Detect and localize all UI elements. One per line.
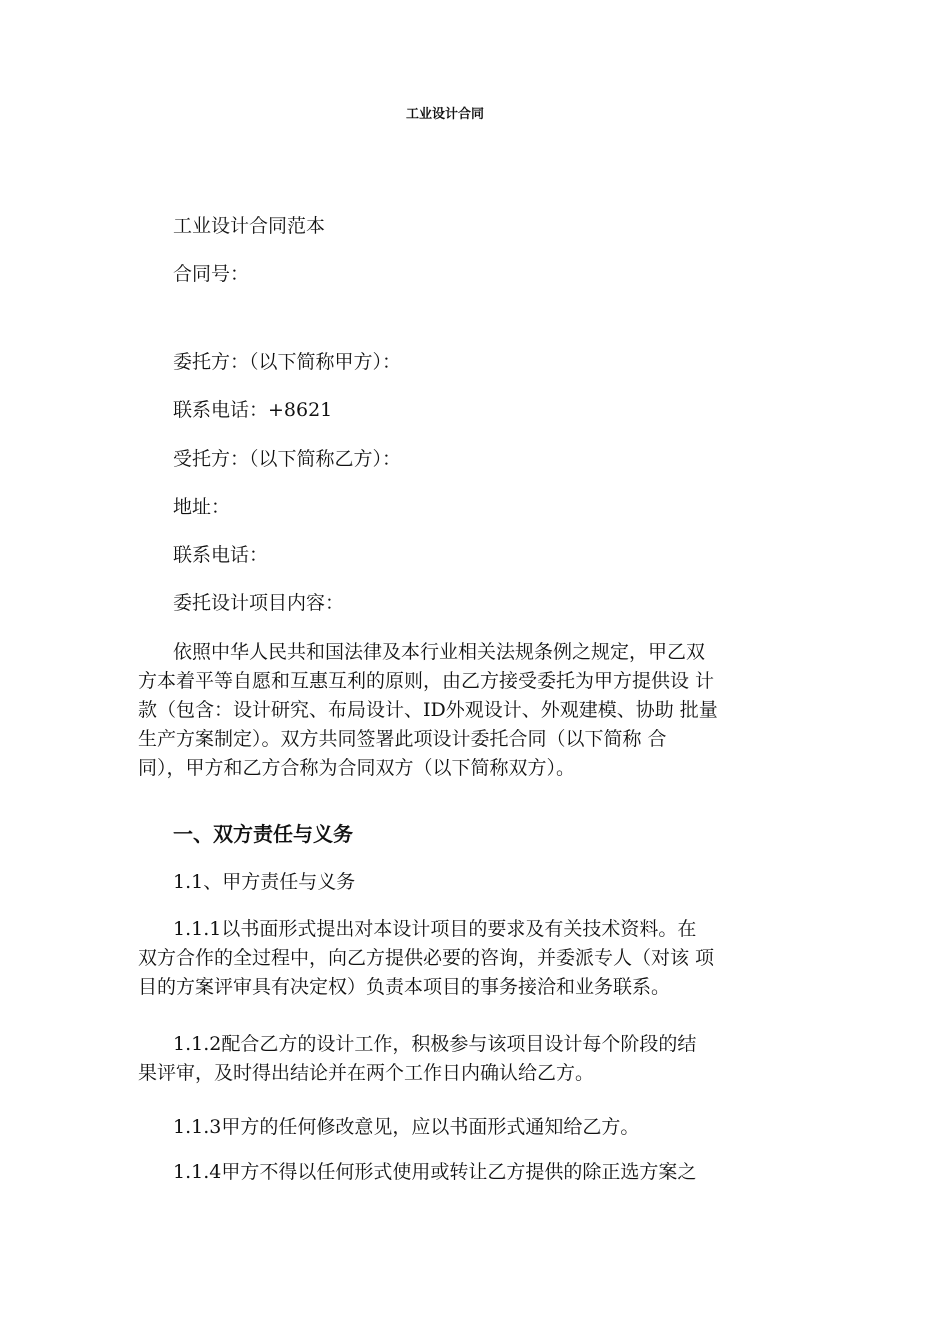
project-content-label: 委托设计项目内容： xyxy=(173,592,345,614)
intro-line: 依照中华人民共和国法律及本行业相关法规条例之规定，甲乙双 xyxy=(173,641,706,663)
address-label: 地址： xyxy=(173,496,231,518)
contractor-phone: 联系电话： xyxy=(173,544,269,566)
clause-line: 1.1.1以书面形式提出对本设计项目的要求及有关技术资料。在 xyxy=(173,918,697,940)
template-title: 工业设计合同范本 xyxy=(173,215,326,237)
intro-paragraph xyxy=(138,638,828,783)
clause-line: 果评审，及时得出结论并在两个工作日内确认给乙方。 xyxy=(138,1062,595,1084)
intro-line: 同），甲方和乙方合称为合同双方（以下简称双方）。 xyxy=(138,757,576,779)
clause-1-1-3: 1.1.3甲方的任何修改意见，应以书面形式通知给乙方。 xyxy=(173,1116,640,1138)
section-1-heading: 一、双方责任与义务 xyxy=(173,822,353,846)
clause-1-1-4: 1.1.4甲方不得以任何形式使用或转让乙方提供的除正选方案之 xyxy=(173,1161,697,1183)
clause-line: 双方合作的全过程中，向乙方提供必要的咨询，并委派专人（对该 项 xyxy=(138,947,715,969)
client-phone: 联系电话：+8621 xyxy=(173,399,333,421)
clause-1-1-2 xyxy=(138,1030,828,1088)
intro-line: 生产方案制定）。双方共同签署此项设计委托合同（以下简称 合 xyxy=(138,728,667,750)
page-header: 工业设计合同 xyxy=(405,107,484,122)
contractor-label: 受托方：（以下简称乙方）： xyxy=(173,448,402,470)
intro-line: 方本着平等自愿和互惠互利的原则，由乙方接受委托为甲方提供设 计 xyxy=(138,670,715,692)
client-label: 委托方：（以下简称甲方）： xyxy=(173,351,402,373)
intro-line: 款（包含：设计研究、布局设计、ID外观设计、外观建模、协助 批量 xyxy=(138,699,718,721)
clause-1-1-1 xyxy=(138,915,828,1002)
subsection-1-1: 1.1、甲方责任与义务 xyxy=(173,871,356,893)
clause-line: 1.1.2配合乙方的设计工作，积极参与该项目设计每个阶段的结 xyxy=(173,1033,697,1055)
contract-number-label: 合同号： xyxy=(173,263,250,285)
clause-line: 目的方案评审具有决定权）负责本项目的事务接洽和业务联系。 xyxy=(138,976,671,998)
